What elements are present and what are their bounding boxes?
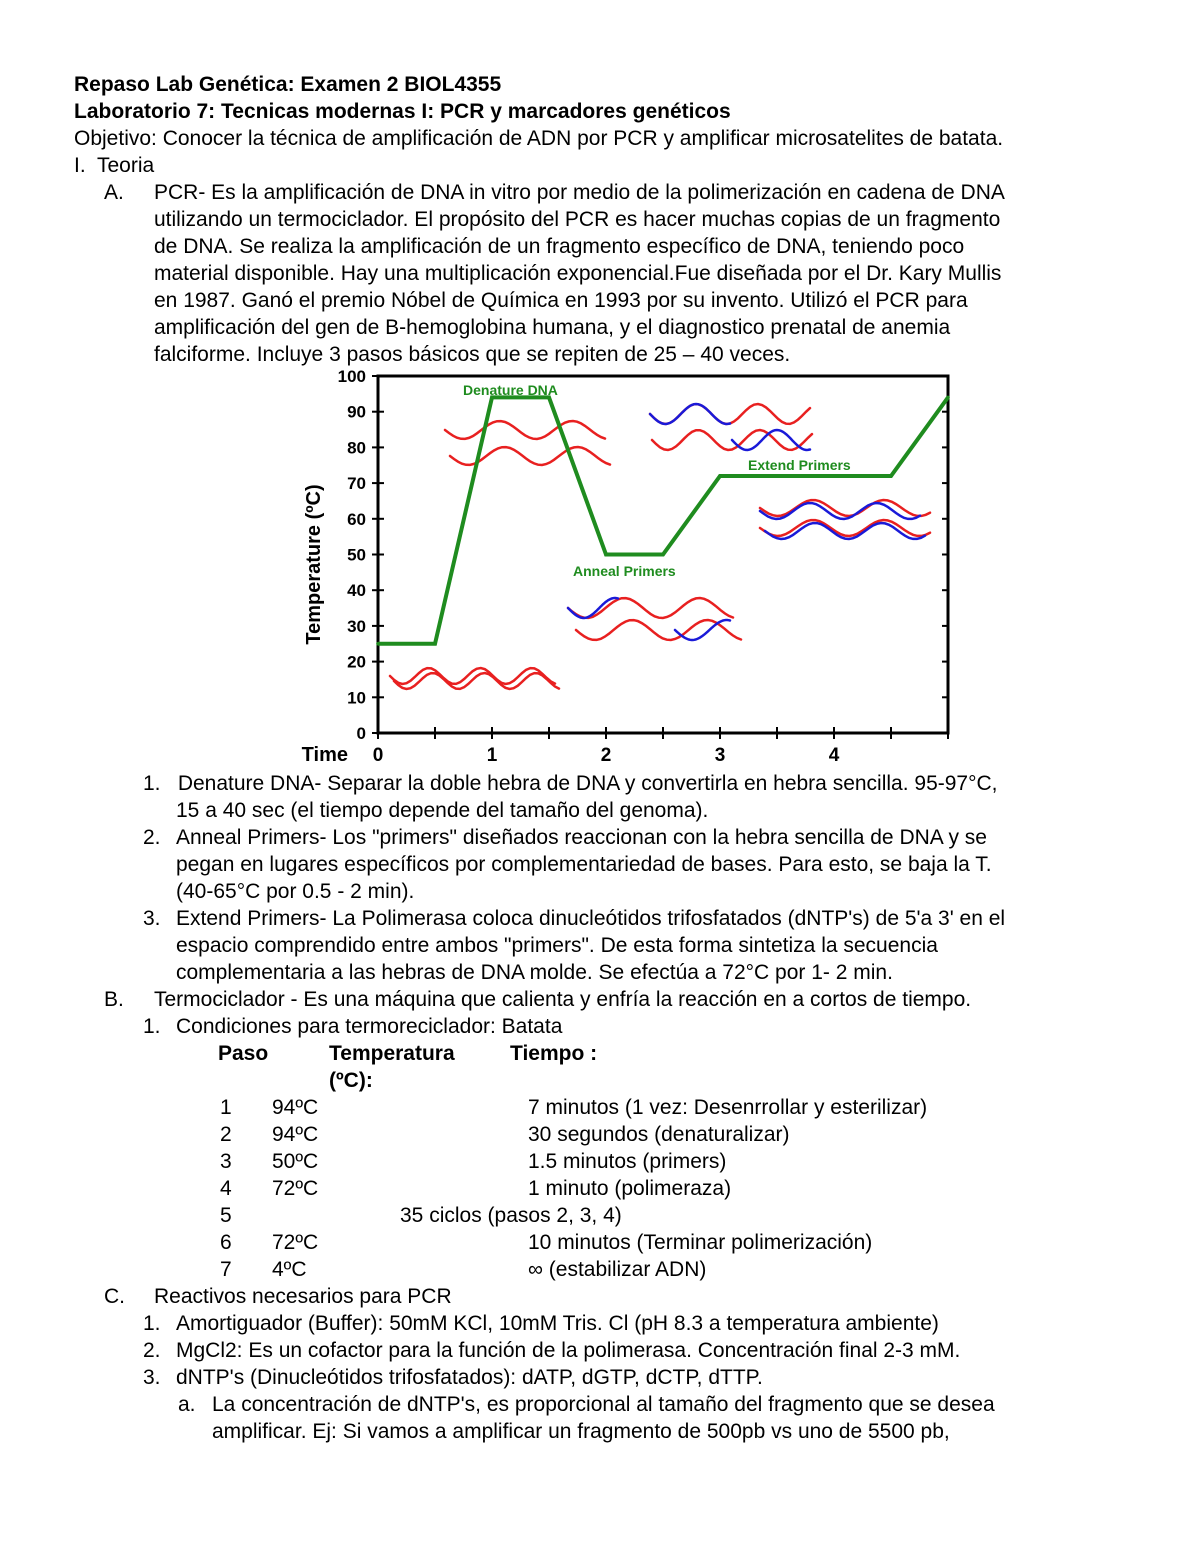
item-b-sub-marker: 1. [143, 1015, 161, 1038]
primer-strand [568, 598, 618, 618]
item-a-line: falciforme. Incluye 3 pasos básicos que se repiten de 25 – 40 veces. [154, 343, 791, 366]
step-line: espacio comprendido entre ambos "primers". De esta forma sintetiza la secuencia [176, 934, 938, 957]
reagent-sub-marker: a. [178, 1393, 196, 1416]
reagent-text: MgCl2: Es un cofactor para la función de la polimerasa. Concentración final 2-3 mM. [176, 1339, 961, 1362]
x-axis-label: Time [301, 744, 348, 766]
table-cell-temp: 94ºC [272, 1096, 319, 1119]
step-line: 15 a 40 sec (el tiempo depende del tamaño del genoma). [176, 799, 709, 822]
reagent-sub-line: La concentración de dNTP's, es proporcional al tamaño del fragmento que se desea [212, 1393, 995, 1416]
table-cell-paso: 4 [220, 1177, 232, 1200]
chart-annotation: Extend Primers [748, 457, 851, 473]
item-c-title: Reactivos necesarios para PCR [154, 1285, 452, 1308]
y-tick-label: 20 [347, 652, 366, 672]
y-tick-label: 80 [347, 438, 366, 458]
temperature-point [433, 642, 437, 646]
step-line: Denature DNA- Separar la doble hebra de DNA y convertirla en hebra sencilla. 95-97°C, [172, 772, 998, 795]
section-title: Teoria [97, 154, 155, 177]
table-header-temp: Temperatura [329, 1042, 455, 1065]
temperature-point [946, 396, 950, 400]
dna-strand [760, 500, 930, 516]
reagent-marker: 3. [143, 1366, 161, 1389]
table-cell-temp: 94ºC [272, 1123, 319, 1146]
table-cell-paso: 3 [220, 1150, 232, 1173]
table-cell-tiempo: 30 segundos (denaturalizar) [528, 1123, 790, 1146]
step-marker: 1. [143, 772, 161, 795]
table-cell-tiempo: 1 minuto (polimeraza) [528, 1177, 732, 1200]
y-tick-label: 30 [347, 616, 366, 636]
step-marker: 2. [143, 826, 161, 849]
table-cell-tiempo: 35 ciclos (pasos 2, 3, 4) [400, 1204, 622, 1227]
pcr-temperature-chart [290, 368, 960, 770]
x-tick-label: 2 [600, 745, 612, 766]
dna-strand [394, 673, 559, 689]
dna-strand [445, 421, 605, 439]
item-a-line: en 1987. Ganó el premio Nóbel de Química en 1993 por su invento. Utilizó el PCR para [154, 289, 968, 312]
x-tick-label: 1 [486, 745, 498, 766]
y-tick-label: 60 [347, 509, 366, 529]
item-a-line: de DNA. Se realiza la amplificación de un fragmento específico de DNA, teniendo poco [154, 235, 965, 258]
temperature-point [718, 474, 722, 478]
reagent-text: dNTP's (Dinucleótidos trifosfatados): dATP, dGTP, dCTP, dTTP. [176, 1366, 763, 1389]
temperature-point [661, 553, 665, 557]
step-marker: 3. [143, 907, 161, 930]
table-cell-paso: 5 [220, 1204, 232, 1227]
step-line: complementaria a las hebras de DNA molde. Se efectúa a 72°C por 1- 2 min. [176, 961, 893, 984]
y-axis-label: Temperature (ºC) [303, 484, 325, 645]
table-cell-tiempo: ∞ (estabilizar ADN) [528, 1258, 707, 1281]
y-tick-label: 0 [356, 724, 366, 743]
chart-annotation: Anneal Primers [573, 563, 676, 579]
y-tick-label: 70 [347, 474, 366, 494]
doc-title: Repaso Lab Genética: Examen 2 BIOL4355 [74, 73, 502, 96]
table-cell-paso: 1 [220, 1096, 232, 1119]
reagent-marker: 2. [143, 1339, 161, 1362]
y-tick-label: 50 [347, 545, 366, 565]
y-tick-label: 10 [347, 688, 366, 708]
y-tick-label: 90 [347, 402, 366, 422]
primer-strand [650, 404, 730, 424]
y-tick-label: 40 [347, 581, 366, 601]
lab-title: Laboratorio 7: Tecnicas modernas I: PCR y marcadores genéticos [74, 100, 731, 123]
chart-annotation: Denature DNA [463, 382, 558, 398]
item-a-marker: A. [104, 181, 124, 204]
item-b-marker: B. [104, 988, 124, 1011]
table-cell-temp: 4ºC [272, 1258, 307, 1281]
item-c-marker: C. [104, 1285, 125, 1308]
table-header-temp-unit: (ºC): [329, 1069, 373, 1092]
temperature-point [604, 553, 608, 557]
table-header-paso: Paso [218, 1042, 269, 1065]
temperature-series-line [378, 397, 948, 643]
x-tick-label: 3 [714, 745, 726, 766]
step-line: Extend Primers- La Polimerasa coloca dinucleótidos trifosfatados (dNTP's) de 5'a 3' en el [176, 907, 1006, 930]
reagent-text: Amortiguador (Buffer): 50mM KCl, 10mM Tris. Cl (pH 8.3 a temperatura ambiente) [176, 1312, 939, 1335]
table-cell-temp: 50ºC [272, 1150, 319, 1173]
reagent-marker: 1. [143, 1312, 161, 1335]
dna-strand [450, 447, 610, 465]
y-tick-label: 100 [337, 368, 366, 386]
temperature-point [376, 642, 380, 646]
table-cell-paso: 6 [220, 1231, 232, 1254]
table-cell-tiempo: 10 minutos (Terminar polimerización) [528, 1231, 873, 1254]
step-line: (40-65°C por 0.5 - 2 min). [176, 880, 415, 903]
item-a-line: amplificación del gen de B-hemoglobina humana, y el diagnostico prenatal de anemia [154, 316, 951, 339]
table-cell-paso: 7 [220, 1258, 232, 1281]
reagent-sub-line: amplificar. Ej: Si vamos a amplificar un fragmento de 500pb vs uno de 5500 pb, [212, 1420, 950, 1443]
table-cell-paso: 2 [220, 1123, 232, 1146]
table-header-tiempo: Tiempo : [510, 1042, 598, 1065]
table-cell-temp: 72ºC [272, 1231, 319, 1254]
table-cell-tiempo: 7 minutos (1 vez: Desenrrollar y esterilizar) [528, 1096, 928, 1119]
item-a-line: material disponible. Hay una multiplicación exponencial.Fue diseñada por el Dr. Kary Mullis [154, 262, 1002, 285]
step-line: Anneal Primers- Los "primers" diseñados reaccionan con la hebra sencilla de DNA y se [176, 826, 987, 849]
x-tick-label: 0 [372, 745, 384, 766]
item-a-line: utilizando un termociclador. El propósito del PCR es hacer muchas copias de un fragmento [154, 208, 1001, 231]
item-b-text: Termociclador - Es una máquina que calienta y enfría la reacción en a cortos de tiempo. [154, 988, 972, 1011]
item-a-line: PCR- Es la amplificación de DNA in vitro por medio de la polimerización en cadena de DNA [154, 181, 1005, 204]
table-cell-temp: 72ºC [272, 1177, 319, 1200]
primer-strand [675, 620, 730, 640]
x-tick-label: 4 [828, 745, 840, 766]
dna-strand [760, 520, 930, 536]
temperature-point [889, 474, 893, 478]
item-b-sub-text: Condiciones para termoreciclador: Batata [176, 1015, 563, 1038]
table-cell-tiempo: 1.5 minutos (primers) [528, 1150, 727, 1173]
objective: Objetivo: Conocer la técnica de amplificación de ADN por PCR y amplificar microsatelites de batata. [74, 127, 1004, 150]
step-line: pegan en lugares específicos por complementariedad de bases. Para esto, se baja la T. [176, 853, 992, 876]
section-marker: I. [74, 154, 86, 177]
